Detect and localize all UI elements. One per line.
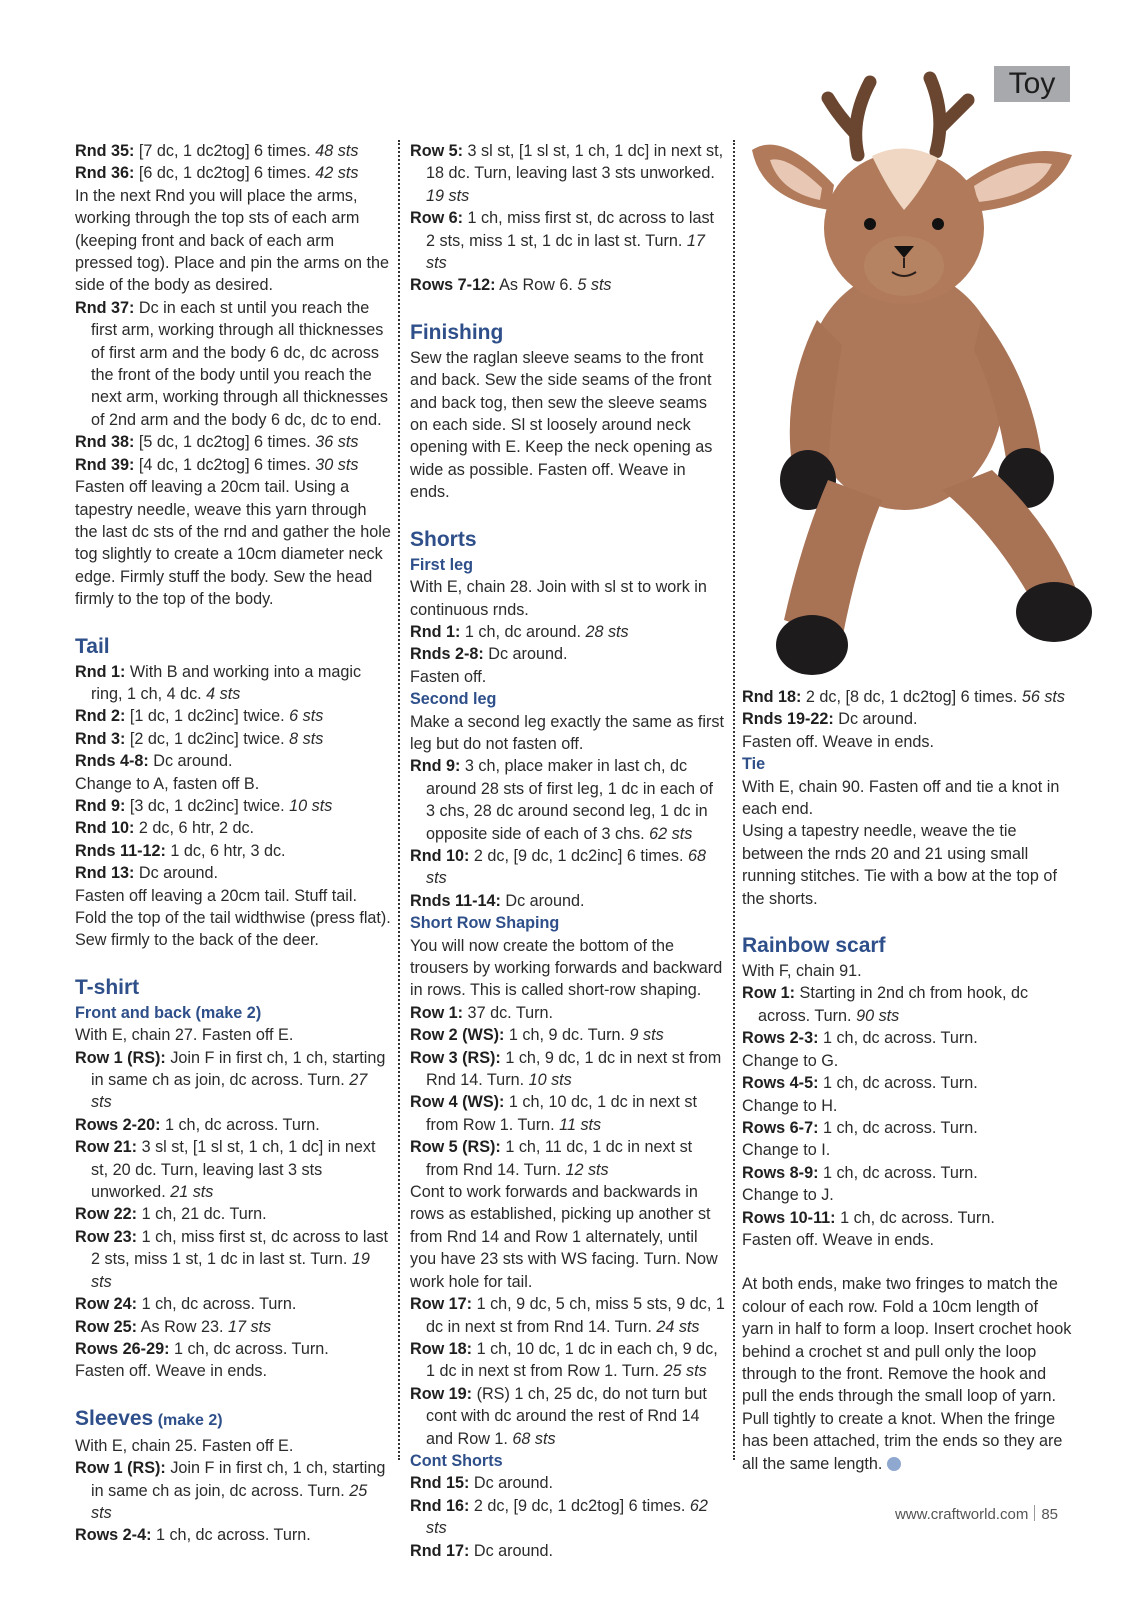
paragraph	[75, 885, 391, 952]
pattern-row	[75, 1114, 391, 1136]
pattern-row	[75, 728, 391, 750]
pattern-row	[742, 1072, 1072, 1094]
spacer	[75, 952, 391, 974]
row-label: Rnd 39:	[75, 455, 135, 474]
heading-text: T-shirt	[75, 975, 140, 999]
row-text: [4 dc, 1 dc2tog] 6 times.	[134, 455, 316, 474]
row-text: 1 ch, 9 dc, 1 dc in next st from Rnd 14. Turn.	[426, 1048, 722, 1090]
pattern-row	[742, 708, 1072, 730]
row-text: With E, chain 25. Fasten off E.	[75, 1436, 294, 1455]
pattern-row	[75, 840, 391, 862]
row-label: Row 5:	[410, 142, 464, 160]
row-text: Dc around.	[500, 891, 585, 910]
row-text: [7 dc, 1 dc2tog] 6 times.	[134, 142, 316, 160]
row-label: Row 1 (RS):	[75, 1459, 166, 1478]
page-footer	[895, 1505, 1058, 1523]
row-text: 37 dc. Turn.	[463, 1003, 554, 1022]
row-label: Row 17:	[410, 1295, 473, 1314]
paragraph	[75, 185, 391, 297]
pattern-row	[410, 845, 726, 890]
row-label: Row 19:	[410, 1384, 473, 1403]
row-text: Starting in 2nd ch from hook, dc across. Turn.	[758, 984, 1029, 1025]
row-text: 1 ch, dc across. Turn.	[835, 1208, 995, 1227]
pattern-row	[75, 1457, 391, 1524]
pattern-row	[75, 1226, 391, 1293]
stitch-count: 17 sts	[426, 231, 705, 273]
pattern-row	[742, 686, 1072, 708]
stitch-count: 90 sts	[856, 1006, 900, 1025]
row-text: Dc around.	[469, 1541, 554, 1560]
stitch-count: 24 sts	[656, 1317, 700, 1336]
row-label: Row 23:	[75, 1227, 138, 1246]
stitch-count: 21 sts	[170, 1183, 214, 1202]
row-label: Row 3 (RS):	[410, 1048, 501, 1067]
row-text: [2 dc, 1 dc2inc] twice.	[125, 729, 290, 748]
row-text: Fasten off. Weave in ends.	[742, 732, 934, 751]
row-text: [5 dc, 1 dc2tog] 6 times.	[134, 433, 316, 452]
row-label: Rnds 4-8:	[75, 752, 149, 771]
pattern-row	[75, 661, 391, 706]
paragraph	[410, 666, 726, 688]
paragraph	[742, 1273, 1072, 1475]
row-text: With E, chain 90. Fasten off and tie a knot in each end.	[742, 777, 1060, 819]
subsection-heading: Cont Shorts	[410, 1451, 503, 1470]
row-text: 1 ch, dc across. Turn.	[818, 1029, 978, 1048]
subsection-heading: First leg	[410, 555, 473, 574]
row-text: Fasten off leaving a 20cm tail. Using a tapestry needle, weave this yarn through the last dc sts of the rnd and gather the hole tog slightly to create a 10cm diameter neck edge. Firmly stuff the body. Sew the head firmly to the top of the body.	[75, 478, 391, 609]
pattern-row	[75, 1316, 391, 1338]
pattern-row	[410, 1383, 726, 1450]
paragraph	[75, 1360, 391, 1382]
pattern-row	[742, 982, 1072, 1027]
row-label: Rnd 16:	[410, 1496, 470, 1515]
row-text: In the next Rnd you will place the arms, working through the top sts of each arm (keeping front and back of each arm pressed tog). Place and pin the arms on the side of the body as desired.	[75, 186, 390, 295]
subsection-heading: Short Row Shaping	[410, 914, 560, 933]
spacer	[75, 611, 391, 633]
stitch-count: 36 sts	[315, 433, 359, 452]
heading-text: Rainbow scarf	[742, 934, 886, 958]
subsection-heading: Second leg	[410, 690, 497, 709]
pattern-row	[75, 862, 391, 884]
pattern-row	[75, 140, 391, 162]
pattern-row	[742, 1027, 1072, 1049]
stitch-count: 28 sts	[585, 622, 629, 641]
row-label: Row 21:	[75, 1138, 138, 1157]
row-text: Change to H.	[742, 1096, 838, 1115]
row-label: Rnd 15:	[410, 1474, 470, 1493]
row-text: Fasten off. Weave in ends.	[742, 1230, 934, 1249]
row-label: Row 22:	[75, 1205, 138, 1224]
stitch-count: 10 sts	[528, 1071, 572, 1090]
pattern-row	[75, 1047, 391, 1114]
row-label: Rows 4-5:	[742, 1074, 819, 1093]
stitch-count: 5 sts	[577, 276, 612, 295]
subsection-heading: Tie	[742, 755, 766, 774]
stitch-count: 25 sts	[663, 1362, 707, 1381]
stitch-count: 48 sts	[315, 142, 359, 160]
pattern-row	[410, 1495, 726, 1540]
page-number: 85	[1041, 1506, 1058, 1523]
paragraph	[75, 1435, 391, 1457]
paragraph	[742, 1229, 1072, 1251]
row-text: 1 ch, 9 dc, 5 ch, miss 5 sts, 9 dc, 1 dc in next st from Rnd 14. Turn.	[426, 1295, 725, 1336]
pattern-row	[410, 207, 726, 274]
pattern-row	[410, 890, 726, 912]
row-text: 1 ch, dc across. Turn.	[160, 1115, 320, 1134]
row-text: Join F in first ch, 1 ch, starting in same ch as join, dc across. Turn.	[91, 1459, 386, 1500]
row-text: 1 ch, 10 dc, 1 dc in each ch, 9 dc, 1 dc in next st from Row 1. Turn.	[426, 1339, 718, 1381]
stitch-count: 10 sts	[289, 796, 333, 815]
section-tag: Toy	[994, 66, 1070, 102]
row-label: Rnds 11-12:	[75, 841, 166, 860]
row-text: Dc around.	[483, 645, 568, 664]
row-label: Row 1 (RS):	[75, 1048, 166, 1067]
row-label: Rows 2-20:	[75, 1115, 161, 1134]
paragraph	[75, 773, 391, 795]
row-text: 1 ch, 11 dc, 1 dc in next st from Rnd 14. Turn.	[426, 1138, 693, 1179]
pattern-row	[75, 431, 391, 453]
column-3	[742, 686, 1072, 1475]
row-label: Row 1:	[410, 1003, 464, 1022]
row-label: Rnd 2:	[75, 707, 126, 726]
pattern-row	[410, 621, 726, 643]
row-text: 3 sl st, [1 sl st, 1 ch, 1 dc] in next st, 18 dc. Turn, leaving last 3 sts unworked.	[426, 142, 724, 183]
pattern-row	[410, 1293, 726, 1338]
paragraph	[410, 711, 726, 756]
stitch-count: 8 sts	[289, 729, 324, 748]
row-text: 1 ch, dc across. Turn.	[151, 1526, 311, 1545]
row-label: Rnd 1:	[75, 662, 126, 681]
row-text: With F, chain 91.	[742, 962, 862, 981]
row-text: [6 dc, 1 dc2tog] 6 times.	[134, 164, 316, 183]
pattern-row	[410, 1024, 726, 1046]
stitch-count: 42 sts	[315, 164, 359, 183]
pattern-row	[410, 1540, 726, 1562]
pattern-row	[75, 1338, 391, 1360]
row-text: 1 ch, miss first st, dc across to last 2 sts, miss 1 st, 1 dc in last st. Turn.	[426, 209, 715, 250]
subsection-heading: Front and back (make 2)	[75, 1003, 262, 1022]
row-text: 3 ch, place maker in last ch, dc around 28 sts of first leg, 1 dc in each of 3 chs, 28 dc around second leg, 1 dc in opposite side of each of 3 chs.	[426, 757, 714, 843]
row-label: Rnd 18:	[742, 688, 802, 706]
pattern-row	[75, 162, 391, 184]
row-label: Rnd 10:	[410, 846, 470, 865]
row-text: As Row 6.	[495, 276, 578, 295]
row-label: Row 4 (WS):	[410, 1093, 505, 1112]
row-text: [3 dc, 1 dc2inc] twice.	[125, 796, 290, 815]
row-text: You will now create the bottom of the trousers by working forwards and backward in rows. This is called short-row shaping.	[410, 936, 723, 1000]
row-label: Rnds 11-14:	[410, 891, 501, 910]
row-text: 1 ch, dc across. Turn.	[818, 1163, 978, 1182]
paragraph	[742, 820, 1072, 910]
row-text: Fasten off. Weave in ends.	[75, 1362, 267, 1381]
pattern-row	[410, 1002, 726, 1024]
paragraph	[410, 347, 726, 504]
paragraph	[742, 960, 1072, 982]
section-heading	[75, 1405, 391, 1435]
row-text: Change to I.	[742, 1141, 831, 1160]
row-text: Using a tapestry needle, weave the tie between the rnds 20 and 21 using small running stitches. Tie with a bow at the top of the shorts.	[742, 822, 1057, 908]
stitch-count: 30 sts	[315, 455, 359, 474]
paragraph	[742, 731, 1072, 753]
row-text: With E, chain 27. Fasten off E.	[75, 1026, 294, 1045]
footer-separator	[1034, 1505, 1035, 1521]
stitch-count: 6 sts	[289, 707, 324, 726]
paragraph	[410, 576, 726, 621]
heading-note: (make 2)	[153, 1411, 223, 1429]
row-label: Rnd 38:	[75, 433, 135, 452]
heading-text: Shorts	[410, 527, 477, 551]
heading-text: Finishing	[410, 320, 504, 344]
row-text: 2 dc, [8 dc, 1 dc2tog] 6 times.	[801, 688, 1022, 706]
row-text: Dc around.	[148, 752, 233, 771]
row-text: Dc in each st until you reach the first arm, working through all thicknesses of first arm and the body 6 dc, dc across the front of the body until you reach the next arm, working through all thicknesses of 2nd arm and the body 6 dc, dc to end.	[91, 298, 388, 429]
row-label: Row 1:	[742, 984, 796, 1003]
stitch-count: 68 sts	[512, 1429, 556, 1448]
row-text: Join F in first ch, 1 ch, starting in same ch as join, dc across. Turn.	[91, 1048, 386, 1090]
paragraph	[75, 1024, 391, 1046]
row-label: Row 25:	[75, 1317, 138, 1336]
row-label: Rnd 35:	[75, 142, 135, 160]
section-heading	[75, 633, 391, 661]
row-text: Cont to work forwards and backwards in rows as established, picking up another st from Rnd 14 and Row 1 alternately, until you have 23 sts with WS facing. Turn. Now work hole for tail.	[410, 1183, 718, 1291]
pattern-row	[75, 454, 391, 476]
row-label: Rows 2-3:	[742, 1029, 819, 1048]
section-heading	[410, 526, 726, 554]
pattern-row	[742, 1117, 1072, 1139]
stitch-count: 4 sts	[206, 684, 241, 703]
row-text: 1 ch, 10 dc, 1 dc in next st from Row 1. Turn.	[426, 1093, 697, 1134]
pattern-row	[410, 140, 726, 207]
row-label: Rnds 2-8:	[410, 645, 484, 664]
pattern-row	[75, 705, 391, 727]
row-text: [1 dc, 1 dc2inc] twice.	[125, 707, 290, 726]
row-label: Rnd 9:	[75, 796, 126, 815]
pattern-row	[410, 1136, 726, 1181]
row-text: 3 sl st, [1 sl st, 1 ch, 1 dc] in next st, 20 dc. Turn, leaving last 3 sts unworked.	[91, 1138, 376, 1202]
pattern-row	[75, 1524, 391, 1546]
section-heading	[742, 932, 1072, 960]
paragraph	[742, 1095, 1072, 1117]
row-label: Rnd 10:	[75, 819, 135, 838]
heading-text: Tail	[75, 634, 110, 658]
row-label: Rows 26-29:	[75, 1339, 170, 1358]
row-text: 1 ch, dc across. Turn.	[169, 1339, 329, 1358]
pattern-row	[742, 1207, 1072, 1229]
row-text: 2 dc, 6 htr, 2 dc.	[134, 819, 255, 838]
row-text: With B and working into a magic ring, 1 ch, 4 dc.	[91, 662, 362, 703]
row-text: Sew the raglan sleeve seams to the front and back. Sew the side seams of the front and back tog, then sew the sleeve seams on each side. Sl st loosely around neck opening with E. Keep the neck opening as wide as possible. Fasten off. Weave in ends.	[410, 348, 713, 502]
pattern-row	[410, 1472, 726, 1494]
stitch-count: 19 sts	[426, 186, 470, 205]
yarn-ball-icon	[887, 1457, 901, 1471]
row-text: Dc around.	[134, 864, 219, 883]
pattern-row	[75, 1293, 391, 1315]
row-label: Row 5 (RS):	[410, 1138, 501, 1157]
pattern-row	[410, 643, 726, 665]
row-text: At both ends, make two fringes to match the colour of each row. Fold a 10cm length of yarn in half to form a loop. Insert crochet hook behind a crochet st and pull only the loop through to the front. Remove the hook and pull the ends through the small loop of yarn. Pull tightly to create a knot. When the fringe has been attached, trim the ends so they are all the same length.	[742, 1275, 1072, 1473]
pattern-row	[742, 1162, 1072, 1184]
row-text: 1 ch, 9 dc. Turn.	[504, 1026, 630, 1045]
stitch-count: 19 sts	[91, 1250, 370, 1291]
row-text: 1 ch, 21 dc. Turn.	[137, 1205, 267, 1224]
paragraph	[742, 776, 1072, 821]
footer-url: www.craftworld.com	[894, 1506, 1029, 1523]
row-label: Rnd 1:	[410, 622, 461, 641]
row-text: Fasten off.	[410, 667, 487, 686]
row-text: As Row 23.	[137, 1317, 228, 1336]
row-text: 1 ch, miss first st, dc across to last 2 sts, miss 1 st, 1 dc in last st. Turn.	[91, 1227, 389, 1269]
row-label: Rnd 17:	[410, 1541, 470, 1560]
spacer	[410, 504, 726, 526]
paragraph	[742, 1050, 1072, 1072]
stitch-count: 62 sts	[649, 824, 693, 843]
row-text: Change to J.	[742, 1186, 834, 1205]
row-text: With E, chain 28. Join with sl st to work in continuous rnds.	[410, 578, 707, 619]
paragraph	[410, 935, 726, 1002]
row-label: Row 2 (WS):	[410, 1026, 505, 1045]
row-label: Rows 8-9:	[742, 1163, 819, 1182]
row-label: Rows 2-4:	[75, 1526, 152, 1545]
stitch-count: 12 sts	[565, 1160, 609, 1179]
spacer	[75, 1383, 391, 1405]
row-label: Row 6:	[410, 209, 464, 228]
row-label: Rows 6-7:	[742, 1118, 819, 1137]
row-text: Make a second leg exactly the same as first leg but do not fasten off.	[410, 712, 725, 753]
stitch-count: 17 sts	[227, 1317, 272, 1336]
section-heading	[410, 319, 726, 347]
stitch-count: 27 sts	[91, 1071, 368, 1112]
paragraph	[742, 1184, 1072, 1206]
row-text: Fasten off leaving a 20cm tail. Stuff tail. Fold the top of the tail widthwise (press flat). Sew firmly to the back of the deer.	[75, 886, 391, 950]
heading-text: Sleeves	[75, 1406, 154, 1430]
pattern-row	[410, 1338, 726, 1383]
pattern-row	[75, 817, 391, 839]
row-text: Change to A, fasten off B.	[75, 774, 260, 793]
row-label: Row 18:	[410, 1339, 473, 1358]
pattern-row	[410, 1091, 726, 1136]
row-label: Rnd 9:	[410, 757, 461, 776]
spacer	[742, 1251, 1072, 1273]
paragraph	[410, 1181, 726, 1293]
row-label: Rnds 19-22:	[742, 710, 834, 729]
deer-toy-photo	[742, 60, 1112, 684]
row-text: 1 ch, dc across. Turn.	[818, 1118, 978, 1137]
pattern-row	[410, 274, 726, 296]
pattern-row	[75, 297, 391, 431]
row-label: Rows 10-11:	[742, 1208, 836, 1227]
row-label: Rnd 37:	[75, 298, 135, 317]
pattern-row	[75, 750, 391, 772]
pattern-row	[75, 795, 391, 817]
column-1	[75, 140, 391, 1547]
stitch-count: 68 sts	[426, 846, 707, 888]
row-label: Row 24:	[75, 1295, 138, 1314]
column-2	[410, 140, 726, 1562]
row-label: Rnd 13:	[75, 864, 135, 883]
spacer	[742, 910, 1072, 932]
row-label: Rnd 36:	[75, 164, 135, 183]
row-text: 2 dc, [9 dc, 1 dc2tog] 6 times.	[469, 1496, 690, 1515]
stitch-count: 56 sts	[1021, 688, 1066, 706]
row-text: Change to G.	[742, 1051, 839, 1070]
row-label: Rnd 3:	[75, 729, 126, 748]
paragraph	[75, 476, 391, 610]
column-divider-1	[398, 140, 400, 1460]
row-text: Dc around.	[469, 1474, 554, 1493]
column-divider-2	[733, 140, 735, 1460]
row-text: 1 ch, dc across. Turn.	[818, 1074, 978, 1093]
row-text: 2 dc, [9 dc, 1 dc2inc] 6 times.	[469, 846, 689, 865]
stitch-count: 62 sts	[426, 1496, 708, 1538]
section-heading	[75, 974, 391, 1002]
stitch-count: 25 sts	[91, 1481, 368, 1522]
pattern-row	[75, 1136, 391, 1203]
row-text: (RS) 1 ch, 25 dc, do not turn but cont with dc around the rest of Rnd 14 and Row 1.	[426, 1384, 707, 1448]
spacer	[410, 297, 726, 319]
pattern-row	[75, 1203, 391, 1225]
stitch-count: 11 sts	[559, 1115, 602, 1134]
row-text: Dc around.	[833, 710, 918, 729]
row-text: 1 dc, 6 htr, 3 dc.	[165, 841, 286, 860]
row-label: Rows 7-12:	[410, 276, 496, 295]
pattern-row	[410, 755, 726, 845]
pattern-row	[410, 1047, 726, 1092]
row-text: 1 ch, dc around.	[460, 622, 586, 641]
paragraph	[742, 1139, 1072, 1161]
row-text: 1 ch, dc across. Turn.	[137, 1295, 297, 1314]
stitch-count: 9 sts	[629, 1026, 664, 1045]
